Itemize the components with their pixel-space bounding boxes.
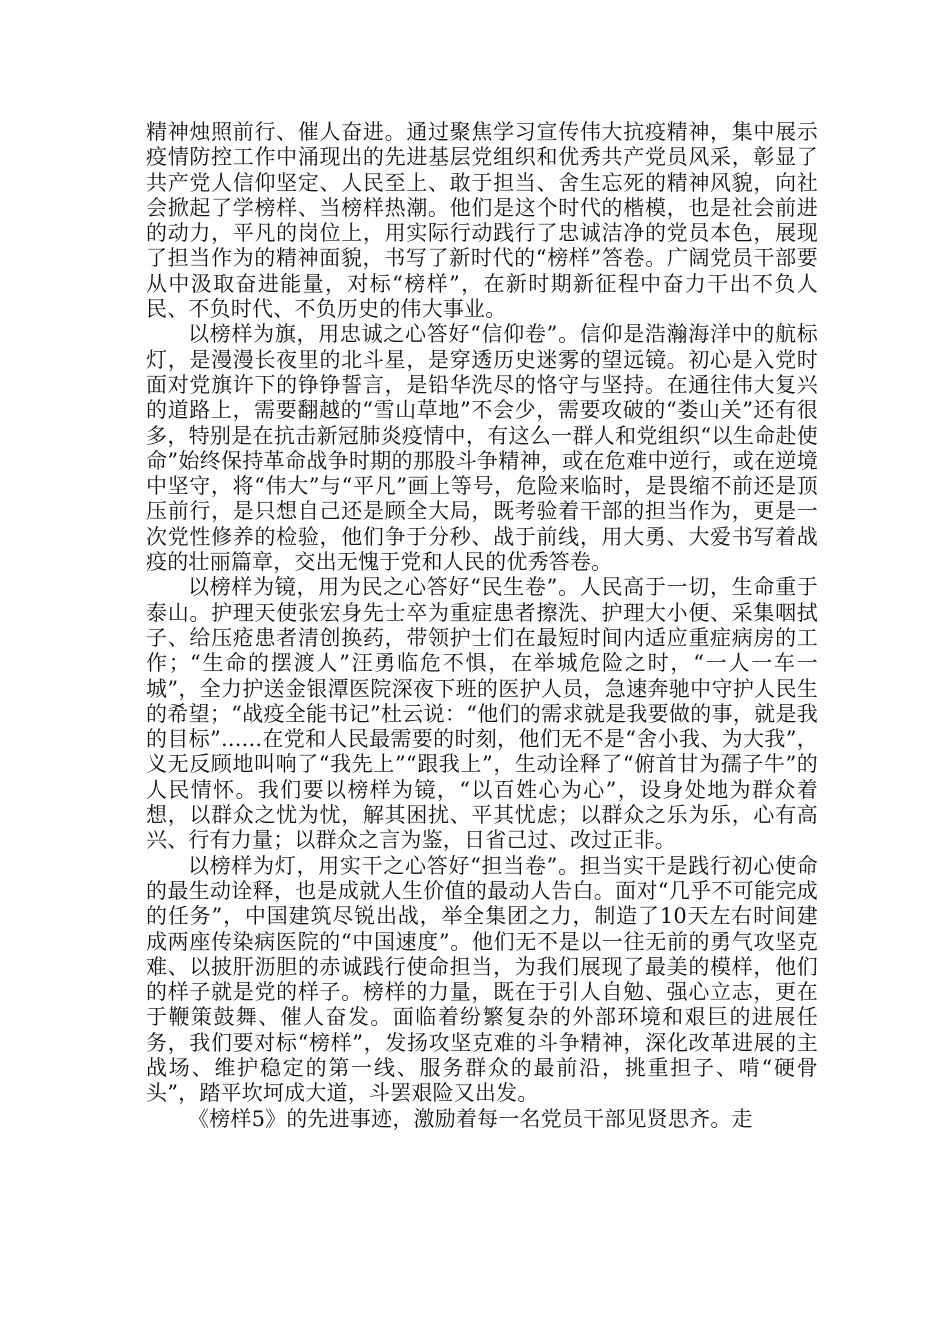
paragraph-faith-section: 以榜样为旗，用忠诚之心答好“信仰卷”。信仰是浩瀚海洋中的航标灯，是漫漫长夜里的北斗星，是穿透历史迷雾的望远镜。初心是入党时面对党旗许下的铮铮誓言，是铅华洗尽的恪守与坚持。在通往伟大复兴的道路上，需要翻越的“雪山草地”不会少，需要攻破的“娄山关”还有很多，特别是在抗击新冠肺炎疫情中，有这么一群人和党组织“以生命赴使命”始终保持革命战争时期的那股斗争精神，或在危难中逆行，或在逆境中坚守，将“伟大”与“平凡”画上等号，危险来临时，是畏缩不前还是顶压前行，是只想自己还是顾全大局，既考验着干部的担当作为，更是一次党性修养的检验，他们争于分秒、战于前线，用大勇、大爱书写着战疫的壮丽篇章，交出无愧于党和人民的优秀答卷。 <box>146 322 818 575</box>
paragraph-continuation: 精神烛照前行、催人奋进。通过聚焦学习宣传伟大抗疫精神，集中展示疫情防控工作中涌现出的先进基层党组织和优秀共产党员风采，彰显了共产党人信仰坚定、人民至上、敢于担当、舍生忘死的精神风貌，向社会掀起了学榜样、当榜样热潮。他们是这个时代的楷模，也是社会前进的动力，平凡的岗位上，用实际行动践行了忠诚洁净的党员本色，展现了担当作为的精神面貌，书写了新时代的“榜样”答卷。广阔党员干部要从中汲取奋进能量，对标“榜样”，在新时期新征程中奋力干出不负人民、不负时代、不负历史的伟大事业。 <box>146 120 818 322</box>
document-body <box>146 120 818 1132</box>
paragraph-closing-start: 《榜样5》的先进事迹，激励着每一名党员干部见贤思齐。走 <box>188 1106 753 1131</box>
paragraph-livelihood-section: 以榜样为镜，用为民之心答好“民生卷”。人民高于一切，生命重于泰山。护理天使张宏身先士卒为重症患者擦洗、护理大小便、采集咽拭子、给压疮患者清创换药，带领护士们在最短时间内适应重症病房的工作；“生命的摆渡人”汪勇临危不惧，在举城危险之时，“一人一车一城”，全力护送金银潭医院深夜下班的医护人员，急速奔驰中守护人民生的希望；“战疫全能书记”杜云说：“他们的需求就是我要做的事，就是我的目标”......在党和人民最需要的时刻，他们无不是“舍小我、为大我”，义无反顾地叫响了“我先上”“跟我上”，生动诠释了“俯首甘为孺子牛”的人民情怀。我们要以榜样为镜，“以百姓心为心”，设身处地为群众着想，以群众之忧为忧，解其困扰、平其忧虑；以群众之乐为乐，心有高兴、行有力量；以群众之言为鉴，日省己过、改过正非。 <box>146 575 818 853</box>
paragraph-responsibility-section: 以榜样为灯，用实干之心答好“担当卷”。担当实干是践行初心使命的最生动诠释，也是成就人生价值的最动人告白。面对“几乎不可能完成的任务”，中国建筑尽锐出战，举全集团之力，制造了10天左右时间建成两座传染病医院的“中国速度”。他们无不是以一往无前的勇气攻坚克难、以披肝沥胆的赤诚践行使命担当，为我们展现了最美的模样，他们的样子就是党的样子。榜样的力量，既在于引人自勉、强心立志，更在于鞭策鼓舞、催人奋发。面临着纷繁复杂的外部环境和艰巨的进展任务，我们要对标“榜样”，发扬攻坚克难的斗争精神，深化改革进展的主战场、维护稳定的第一线、服务群众的最前沿，挑重担子、啃“硬骨头”，踏平坎坷成大道，斗罢艰险又出发。 <box>146 853 818 1106</box>
